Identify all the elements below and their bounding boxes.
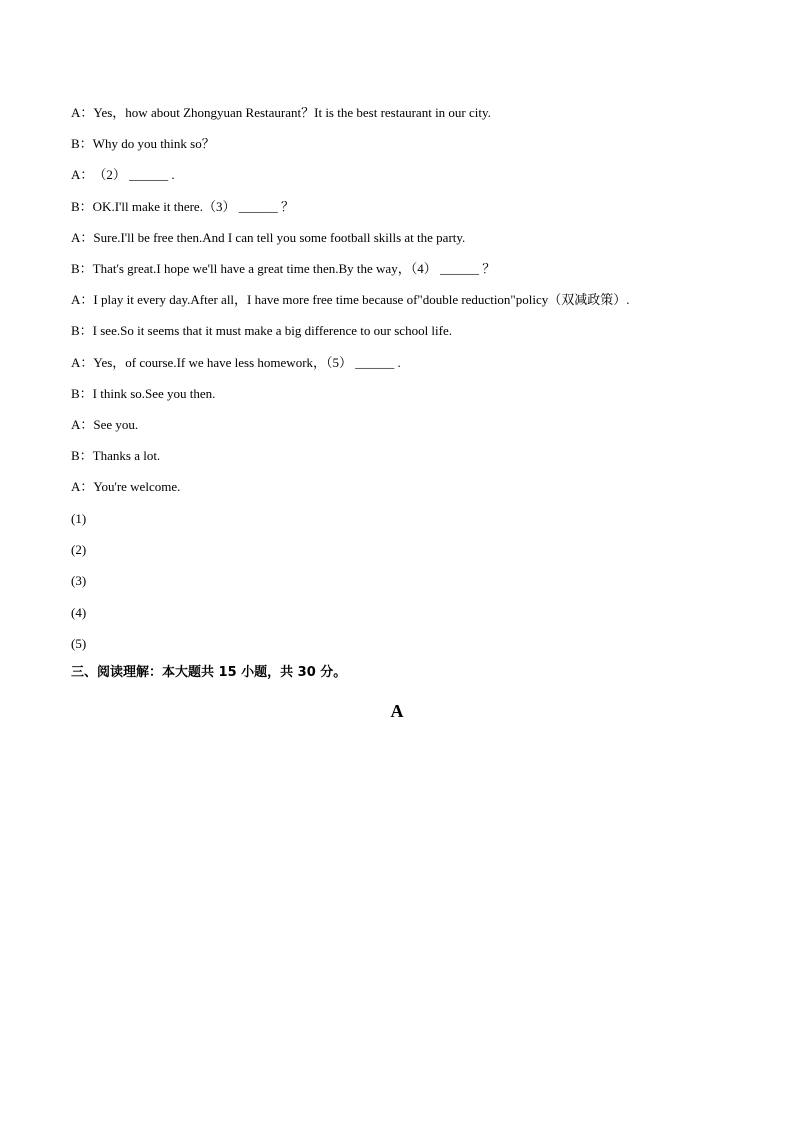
dialogue-line <box>71 256 751 287</box>
speaker-label: A： <box>71 479 94 495</box>
dialogue-line <box>71 287 751 318</box>
dialogue-text: I see.So it seems that it must make a big difference to our school life. <box>92 323 453 339</box>
speaker-label: A： <box>71 354 94 370</box>
dialogue-line <box>71 474 751 505</box>
dialogue-line <box>71 100 751 131</box>
speaker-label: B： <box>71 323 93 339</box>
section-heading: 三、阅读理解：本大题共 15 小题，共 30 分。 <box>71 665 347 680</box>
speaker-label: B： <box>71 136 93 152</box>
dialogue-line <box>71 350 751 381</box>
answer-item: (2) <box>71 542 87 558</box>
speaker-label: B： <box>71 198 93 214</box>
section-letter: A <box>390 701 404 721</box>
speaker-label: A： <box>71 292 94 308</box>
dialogue-text: You're welcome. <box>93 479 181 495</box>
dialogue-text: （2） ______ . <box>93 167 175 183</box>
dialogue-text: Yes，of course.If we have less homework，（5） ______ . <box>93 354 401 370</box>
dialogue-text: See you. <box>93 416 139 432</box>
dialogue-text: Sure.I'll be free then.And I can tell you some football skills at the party. <box>93 229 466 245</box>
dialogue-line <box>71 443 751 474</box>
dialogue-text: I think so.See you then. <box>92 385 216 401</box>
speaker-label: B： <box>71 385 93 401</box>
dialogue-line <box>71 318 751 349</box>
dialogue-line <box>71 412 751 443</box>
dialogue-text: Thanks a lot. <box>92 448 161 464</box>
dialogue <box>71 100 751 505</box>
dialogue-line <box>71 194 751 225</box>
speaker-label: A： <box>71 105 94 120</box>
dialogue-line <box>71 381 751 412</box>
answer-item: (1) <box>71 511 87 526</box>
speaker-label: A： <box>71 167 94 183</box>
answer-item: (5) <box>71 635 87 651</box>
dialogue-line <box>71 131 751 162</box>
answer-item: (3) <box>71 573 87 589</box>
dialogue-text: OK.I'll make it there.（3） ______ ？ <box>92 198 294 214</box>
speaker-label: B： <box>71 448 93 464</box>
dialogue-text: Yes，how about Zhongyuan Restaurant？It is the best restaurant in our city. <box>93 105 491 120</box>
speaker-label: A： <box>71 416 94 432</box>
dialogue-text: Why do you think so？ <box>92 136 215 152</box>
speaker-label: B： <box>71 260 93 276</box>
dialogue-text: I play it every day.After all，I have more free time because of"double reduction"policy（双减政策）. <box>93 292 630 308</box>
dialogue-line <box>71 225 751 256</box>
dialogue-line <box>71 162 751 193</box>
answer-list <box>71 506 751 662</box>
answer-item: (4) <box>71 604 87 620</box>
speaker-label: A： <box>71 229 94 245</box>
dialogue-text: That's great.I hope we'll have a great time then.By the way，（4） ______ ？ <box>92 260 496 276</box>
